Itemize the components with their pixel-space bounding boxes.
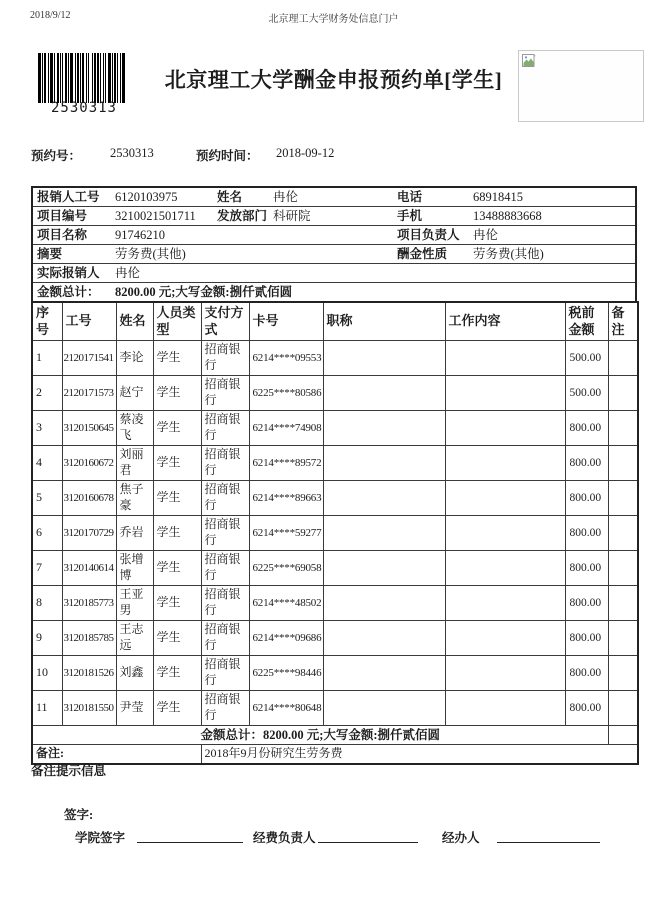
table-row bbox=[32, 621, 638, 656]
cell-type: 学生 bbox=[153, 481, 201, 516]
cell-note bbox=[608, 586, 638, 621]
total-row bbox=[32, 726, 638, 745]
cell-name: 刘丽君 bbox=[116, 446, 153, 481]
cell-name: 蔡凌飞 bbox=[116, 411, 153, 446]
cell-card: 6214****89572 bbox=[249, 446, 323, 481]
info-label: 金额总计： bbox=[37, 285, 100, 299]
table-row bbox=[32, 376, 638, 411]
barcode-number: 2530313 bbox=[38, 101, 130, 116]
info-value: 劳务费(其他) bbox=[473, 247, 544, 261]
cell-amount: 800.00 bbox=[565, 446, 608, 481]
handler-sign-line bbox=[497, 842, 600, 843]
cell-seq: 11 bbox=[32, 691, 62, 726]
cell-amount: 800.00 bbox=[565, 586, 608, 621]
cell-title bbox=[323, 341, 445, 376]
cell-note bbox=[608, 411, 638, 446]
info-row bbox=[33, 207, 635, 226]
cell-note bbox=[608, 656, 638, 691]
info-label: 姓名 bbox=[217, 190, 243, 204]
cell-amount: 800.00 bbox=[565, 411, 608, 446]
info-row bbox=[33, 226, 635, 245]
cell-title bbox=[323, 586, 445, 621]
remark-hint: 备注提示信息 bbox=[31, 764, 107, 778]
cell-type: 学生 bbox=[153, 376, 201, 411]
cell-amount: 800.00 bbox=[565, 481, 608, 516]
fund-owner-sign-label: 经费负责人 bbox=[253, 831, 316, 845]
cell-work bbox=[445, 341, 565, 376]
column-header-id: 工号 bbox=[62, 302, 116, 341]
cell-title bbox=[323, 481, 445, 516]
cell-amount: 800.00 bbox=[565, 551, 608, 586]
fund-owner-sign-line bbox=[318, 842, 418, 843]
cell-pay-method: 招商银行 bbox=[201, 586, 249, 621]
cell-name: 焦子豪 bbox=[116, 481, 153, 516]
cell-work bbox=[445, 411, 565, 446]
cell-type: 学生 bbox=[153, 656, 201, 691]
table-row bbox=[32, 551, 638, 586]
cell-seq: 5 bbox=[32, 481, 62, 516]
cell-title bbox=[323, 446, 445, 481]
column-header-amount: 税前金额 bbox=[565, 302, 608, 341]
cell-name: 赵宁 bbox=[116, 376, 153, 411]
cell-pay-method: 招商银行 bbox=[201, 376, 249, 411]
info-row bbox=[33, 283, 635, 301]
print-date: 2018/9/12 bbox=[30, 10, 71, 21]
info-label: 项目编号 bbox=[37, 209, 88, 223]
column-header-seq: 序号 bbox=[32, 302, 62, 341]
cell-card: 6225****98446 bbox=[249, 656, 323, 691]
column-header-title: 职称 bbox=[323, 302, 445, 341]
reservation-no: 2530313 bbox=[110, 146, 154, 160]
cell-type: 学生 bbox=[153, 446, 201, 481]
cell-id: 3120170729 bbox=[62, 516, 116, 551]
cell-title bbox=[323, 621, 445, 656]
cell-card: 6214****09553 bbox=[249, 341, 323, 376]
cell-seq: 2 bbox=[32, 376, 62, 411]
cell-id: 2120171573 bbox=[62, 376, 116, 411]
cell-card: 6214****48502 bbox=[249, 586, 323, 621]
cell-work bbox=[445, 446, 565, 481]
cell-type: 学生 bbox=[153, 551, 201, 586]
cell-work bbox=[445, 376, 565, 411]
cell-note bbox=[608, 376, 638, 411]
info-value: 68918415 bbox=[473, 190, 523, 204]
cell-work bbox=[445, 516, 565, 551]
cell-type: 学生 bbox=[153, 341, 201, 376]
reservation-time: 2018-09-12 bbox=[276, 146, 335, 160]
cell-work bbox=[445, 551, 565, 586]
cell-work bbox=[445, 621, 565, 656]
info-value: 91746210 bbox=[115, 228, 165, 242]
reservation-line bbox=[0, 146, 667, 162]
cell-name: 张增博 bbox=[116, 551, 153, 586]
table-row bbox=[32, 656, 638, 691]
table-row bbox=[32, 516, 638, 551]
total-text: 金额总计：8200.00 元;大写金额:捌仟贰佰圆 bbox=[32, 726, 608, 745]
column-header-type: 人员类型 bbox=[153, 302, 201, 341]
column-header-card: 卡号 bbox=[249, 302, 323, 341]
cell-amount: 800.00 bbox=[565, 656, 608, 691]
cell-amount: 800.00 bbox=[565, 516, 608, 551]
table-row bbox=[32, 481, 638, 516]
cell-title bbox=[323, 376, 445, 411]
info-label: 手机 bbox=[397, 209, 423, 223]
broken-image-icon bbox=[522, 54, 536, 67]
cell-note bbox=[608, 446, 638, 481]
cell-pay-method: 招商银行 bbox=[201, 481, 249, 516]
cell-note bbox=[608, 551, 638, 586]
info-value: 劳务费(其他) bbox=[115, 247, 186, 261]
cell-pay-method: 招商银行 bbox=[201, 411, 249, 446]
cell-note bbox=[608, 621, 638, 656]
table-header-row bbox=[32, 302, 638, 341]
table-row bbox=[32, 341, 638, 376]
cell-type: 学生 bbox=[153, 586, 201, 621]
cell-id: 3120181550 bbox=[62, 691, 116, 726]
info-row bbox=[33, 264, 635, 283]
info-value: 6120103975 bbox=[115, 190, 178, 204]
info-value: 冉伦 bbox=[473, 228, 499, 242]
table-row bbox=[32, 586, 638, 621]
cell-title bbox=[323, 551, 445, 586]
cell-work bbox=[445, 691, 565, 726]
column-header-pay-method: 支付方式 bbox=[201, 302, 249, 341]
cell-seq: 7 bbox=[32, 551, 62, 586]
cell-pay-method: 招商银行 bbox=[201, 656, 249, 691]
cell-card: 6214****59277 bbox=[249, 516, 323, 551]
remark-row bbox=[32, 745, 638, 765]
cell-id: 3120150645 bbox=[62, 411, 116, 446]
column-header-name: 姓名 bbox=[116, 302, 153, 341]
cell-name: 李论 bbox=[116, 341, 153, 376]
cell-amount: 800.00 bbox=[565, 621, 608, 656]
cell-title bbox=[323, 516, 445, 551]
column-header-work: 工作内容 bbox=[445, 302, 565, 341]
cell-pay-method: 招商银行 bbox=[201, 691, 249, 726]
cell-name: 乔岩 bbox=[116, 516, 153, 551]
cell-card: 6214****89663 bbox=[249, 481, 323, 516]
info-label: 报销人工号 bbox=[37, 190, 100, 204]
column-header-note: 备注 bbox=[608, 302, 638, 341]
cell-seq: 10 bbox=[32, 656, 62, 691]
total-note-cell bbox=[608, 726, 638, 745]
cell-id: 3120181526 bbox=[62, 656, 116, 691]
cell-type: 学生 bbox=[153, 411, 201, 446]
info-row bbox=[33, 188, 635, 207]
cell-type: 学生 bbox=[153, 621, 201, 656]
image-placeholder-box bbox=[518, 50, 644, 122]
table-row bbox=[32, 446, 638, 481]
portal-title: 北京理工大学财务处信息门户 bbox=[268, 14, 399, 25]
info-label: 项目名称 bbox=[37, 228, 88, 242]
info-label: 实际报销人 bbox=[37, 266, 100, 280]
info-value: 冉伦 bbox=[273, 190, 299, 204]
cell-type: 学生 bbox=[153, 691, 201, 726]
table-row bbox=[32, 411, 638, 446]
info-label: 发放部门 bbox=[217, 209, 268, 223]
cell-pay-method: 招商银行 bbox=[201, 446, 249, 481]
info-value: 8200.00 元;大写金额:捌仟贰佰圆 bbox=[115, 285, 293, 299]
applicant-info-table bbox=[31, 186, 637, 301]
cell-name: 王志远 bbox=[116, 621, 153, 656]
cell-name: 王亚男 bbox=[116, 586, 153, 621]
cell-card: 6214****74908 bbox=[249, 411, 323, 446]
cell-type: 学生 bbox=[153, 516, 201, 551]
info-value: 13488883668 bbox=[473, 209, 542, 223]
cell-id: 3120185785 bbox=[62, 621, 116, 656]
cell-id: 3120160672 bbox=[62, 446, 116, 481]
table-row bbox=[32, 691, 638, 726]
cell-id: 3120140614 bbox=[62, 551, 116, 586]
remark-value: 2018年9月份研究生劳务费 bbox=[201, 745, 638, 765]
info-label: 电话 bbox=[397, 190, 423, 204]
cell-amount: 500.00 bbox=[565, 341, 608, 376]
cell-card: 6225****80586 bbox=[249, 376, 323, 411]
cell-note bbox=[608, 341, 638, 376]
cell-id: 3120185773 bbox=[62, 586, 116, 621]
cell-work bbox=[445, 481, 565, 516]
cell-amount: 800.00 bbox=[565, 691, 608, 726]
reservation-time-label: 预约时间： bbox=[196, 149, 259, 163]
college-sign-line bbox=[137, 842, 243, 843]
signature-row bbox=[0, 828, 667, 848]
cell-title bbox=[323, 691, 445, 726]
reservation-no-label: 预约号： bbox=[31, 149, 82, 163]
cell-seq: 1 bbox=[32, 341, 62, 376]
page-title: 北京理工大学酬金申报预约单[学生] bbox=[164, 68, 503, 92]
cell-seq: 3 bbox=[32, 411, 62, 446]
payroll-table bbox=[31, 301, 639, 765]
cell-title bbox=[323, 656, 445, 691]
cell-seq: 4 bbox=[32, 446, 62, 481]
remark-label: 备注: bbox=[32, 745, 201, 765]
cell-id: 2120171541 bbox=[62, 341, 116, 376]
college-sign-label: 学院签字 bbox=[75, 831, 126, 845]
cell-pay-method: 招商银行 bbox=[201, 621, 249, 656]
info-label: 酬金性质 bbox=[397, 247, 448, 261]
cell-card: 6225****69058 bbox=[249, 551, 323, 586]
cell-title bbox=[323, 411, 445, 446]
cell-pay-method: 招商银行 bbox=[201, 516, 249, 551]
handler-sign-label: 经办人 bbox=[442, 831, 480, 845]
info-value: 3210021501711 bbox=[115, 209, 196, 223]
cell-card: 6214****09686 bbox=[249, 621, 323, 656]
cell-work bbox=[445, 656, 565, 691]
cell-amount: 500.00 bbox=[565, 376, 608, 411]
cell-note bbox=[608, 691, 638, 726]
info-value: 冉伦 bbox=[115, 266, 141, 280]
cell-seq: 8 bbox=[32, 586, 62, 621]
cell-name: 刘鑫 bbox=[116, 656, 153, 691]
cell-name: 尹莹 bbox=[116, 691, 153, 726]
cell-note bbox=[608, 516, 638, 551]
cell-id: 3120160678 bbox=[62, 481, 116, 516]
cell-pay-method: 招商银行 bbox=[201, 341, 249, 376]
cell-card: 6214****80648 bbox=[249, 691, 323, 726]
info-value: 科研院 bbox=[273, 209, 311, 223]
cell-note bbox=[608, 481, 638, 516]
cell-pay-method: 招商银行 bbox=[201, 551, 249, 586]
cell-work bbox=[445, 586, 565, 621]
cell-seq: 6 bbox=[32, 516, 62, 551]
info-label: 摘要 bbox=[37, 247, 63, 261]
info-row bbox=[33, 245, 635, 264]
info-label: 项目负责人 bbox=[397, 228, 460, 242]
cell-seq: 9 bbox=[32, 621, 62, 656]
sign-heading: 签字: bbox=[64, 808, 94, 822]
payroll-table-body bbox=[32, 341, 638, 726]
